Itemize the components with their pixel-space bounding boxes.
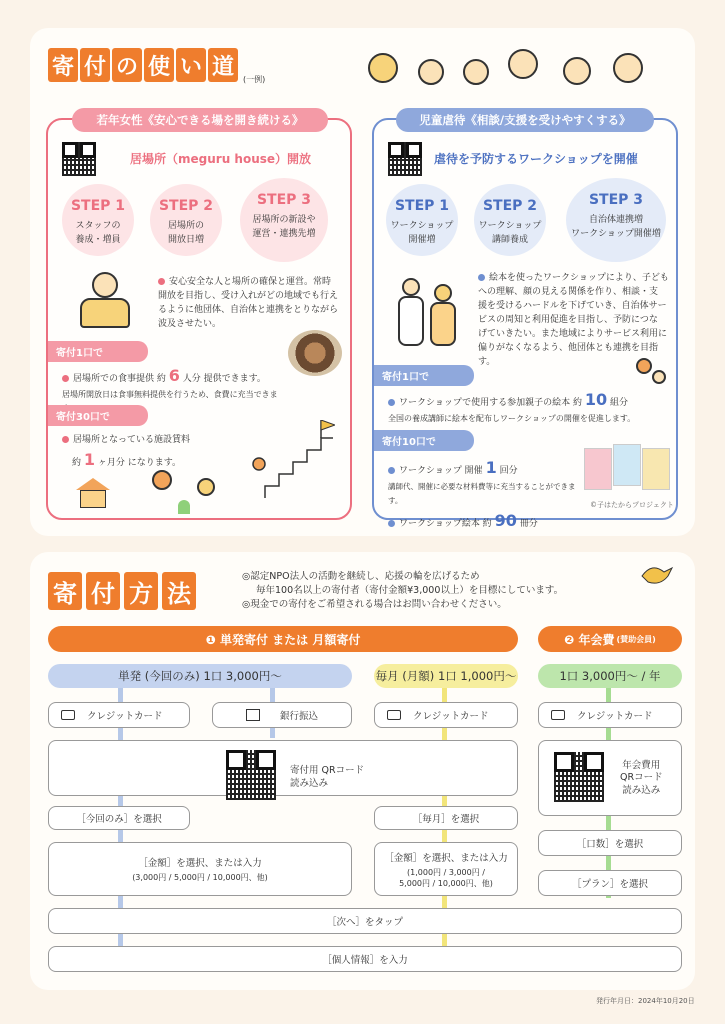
left-qr-code[interactable] — [62, 142, 96, 176]
left-tier2-text: 居場所となっている施設賃料 約 1 ヶ月分 になります。 — [62, 434, 222, 473]
bank-icon — [246, 709, 260, 721]
select-once-button[interactable]: ［今回のみ］を選択 — [48, 806, 190, 830]
title-char: い — [176, 48, 206, 82]
donation-qr-box[interactable] — [48, 740, 518, 796]
title-char: 付 — [80, 48, 110, 82]
bird-icon — [640, 560, 674, 588]
step-body: スタッフの 養成・増員 — [75, 221, 121, 245]
left-step-2 — [150, 184, 222, 256]
right-step-3 — [566, 178, 666, 262]
reading-woman-illustration — [70, 272, 142, 334]
bank-transfer-button[interactable]: 銀行振込 — [212, 702, 352, 728]
left-panel-header: 若年女性《安心できる場を開き続ける》 — [72, 108, 328, 132]
house-icon — [76, 478, 110, 508]
single-plan-bar: 単発 (今回のみ) 1口 3,000円～ — [48, 664, 352, 688]
annual-plan-bar: 1口 3,000円～ / 年 — [538, 664, 682, 688]
title-char: 寄 — [48, 572, 82, 610]
right-subtitle: 虐待を予防するワークショップを開催 — [434, 152, 638, 166]
next-button[interactable]: ［次へ］をタップ — [48, 908, 682, 934]
select-monthly-button[interactable]: ［毎月］を選択 — [374, 806, 518, 830]
step-heading: STEP 2 — [158, 198, 214, 214]
step-heading: STEP 1 — [70, 198, 126, 214]
right-step-2 — [474, 184, 546, 256]
children-planting-illustration — [142, 470, 232, 515]
stairs-illustration — [245, 420, 335, 500]
title-char: の — [112, 48, 142, 82]
annual-qr-label: 年会費用 QRコード 読み込み — [620, 760, 663, 796]
select-plan-button[interactable]: ［プラン］を選択 — [538, 870, 682, 896]
title-char: 道 — [208, 48, 238, 82]
credit-card-icon — [387, 710, 401, 720]
credit-card-icon — [551, 710, 565, 720]
step-body: 居場所の 開放日増 — [167, 221, 204, 245]
method-title — [48, 572, 196, 610]
step-body: 居場所の新設や 運営・連携先増 — [252, 215, 316, 239]
left-tier1-text: 居場所での食事提供 約 6 人分 提供できます。 居場所開放日は食事無料提供を行うため、食費に充当できま — [62, 366, 278, 399]
uses-title — [48, 48, 238, 82]
donation-qr-label: 寄付用 QRコード 読み込み — [290, 765, 365, 790]
right-qr-code[interactable] — [388, 142, 422, 176]
step-heading: STEP 1 — [394, 198, 450, 214]
credit-card-icon — [61, 710, 75, 720]
issue-date: 発行年月日：2024年10月20日 — [596, 997, 695, 1005]
left-tier1-label: 寄付1口で — [48, 341, 148, 362]
right-tier2-label: 寄付10口で — [374, 430, 474, 451]
personal-info-button[interactable]: ［個人情報］を入力 — [48, 946, 682, 972]
right-tier1-text: ワークショップで使用する参加親子の絵本 約 10 組分 全国の養成講師に絵本を配布しワークショップの開催を促進します。 — [388, 390, 636, 423]
title-char: 法 — [162, 572, 196, 610]
right-tier2-text: ワークショップ 開催 1 回分 講師代、開催に必要な材料費等に充当することができます。 ワークショップ絵本 約 90 冊分 — [388, 458, 576, 530]
step-body: ワークショップ 講師養成 — [478, 221, 542, 245]
monthly-plan-bar: 毎月 (月額) 1口 1,000円～ — [374, 664, 518, 688]
parents-child-illustration — [392, 272, 466, 356]
food-photo — [288, 330, 342, 376]
left-tier2-label: 寄付30口で — [48, 405, 148, 426]
uses-note: (一例) — [243, 75, 266, 84]
right-tier1-label: 寄付1口で — [374, 365, 474, 386]
select-units-button[interactable]: ［口数］を選択 — [538, 830, 682, 856]
right-description: 絵本を使ったワークショップにより、子ども への理解、顔の見える関係を作り、相談・支 援を受けるハードルを下げていき、自治体サー ビスの周知と利用促進を目指し、予防につな げていきたい。また地域によりサービス利用に 偏りがなくなるよう、他団体とも連携を目指す。 — [478, 273, 669, 367]
title-char: 付 — [86, 572, 120, 610]
credit-card-annual-button[interactable]: クレジットカード — [538, 702, 682, 728]
left-step-1 — [62, 184, 134, 256]
step-heading: STEP 3 — [588, 192, 644, 208]
left-description: 安心安全な人と場所の確保と運営。常時 開放を目指し、受け入れがどの地域でも行え るように他団体、自治体と連携をとりながら 波及させたい。 — [158, 277, 339, 329]
title-char: 使 — [144, 48, 174, 82]
left-subtitle: 居場所（meguru house）開放 — [130, 152, 312, 166]
title-char: 寄 — [48, 48, 78, 82]
books-credit: ©子はたからプロジェクト — [590, 501, 674, 509]
annual-header: ❷ 年会費 (賛助会員) — [538, 626, 682, 652]
credit-card-monthly-button[interactable]: クレジットカード — [374, 702, 518, 728]
right-panel-header: 児童虐待《相談/支援を受けやすくする》 — [396, 108, 654, 132]
step-heading: STEP 2 — [482, 198, 538, 214]
amount-monthly-field[interactable]: ［金額］を選択、または入力 (1,000円 / 3,000円 / 5,000円 / 10,000円、他) — [374, 842, 518, 896]
credit-card-single-button[interactable]: クレジットカード — [48, 702, 190, 728]
picture-books-photo — [584, 444, 670, 494]
step-body: 自治体連携増 ワークショップ開催増 — [571, 215, 661, 239]
annual-qr-code[interactable] — [554, 752, 604, 802]
family-illustration — [368, 45, 668, 95]
step-body: ワークショップ 開催増 — [390, 221, 454, 245]
title-char: 方 — [124, 572, 158, 610]
method-intro: ◎認定NPO法人の活動を継続し、応援の輪を広げるため 毎年100名以上の寄付者（寄付金額¥3,000以上）を目標にしています。 ◎現金での寄付をご希望される場合はお問い合わせください。 — [242, 571, 564, 610]
right-step-1 — [386, 184, 458, 256]
left-step-3 — [240, 178, 328, 262]
donation-qr-code[interactable] — [226, 750, 276, 800]
step-heading: STEP 3 — [256, 192, 312, 208]
amount-single-field[interactable]: ［金額］を選択、または入力 (3,000円 / 5,000円 / 10,000円、他) — [48, 842, 352, 896]
single-monthly-header: ❶ 単発寄付 または 月額寄付 — [48, 626, 518, 652]
